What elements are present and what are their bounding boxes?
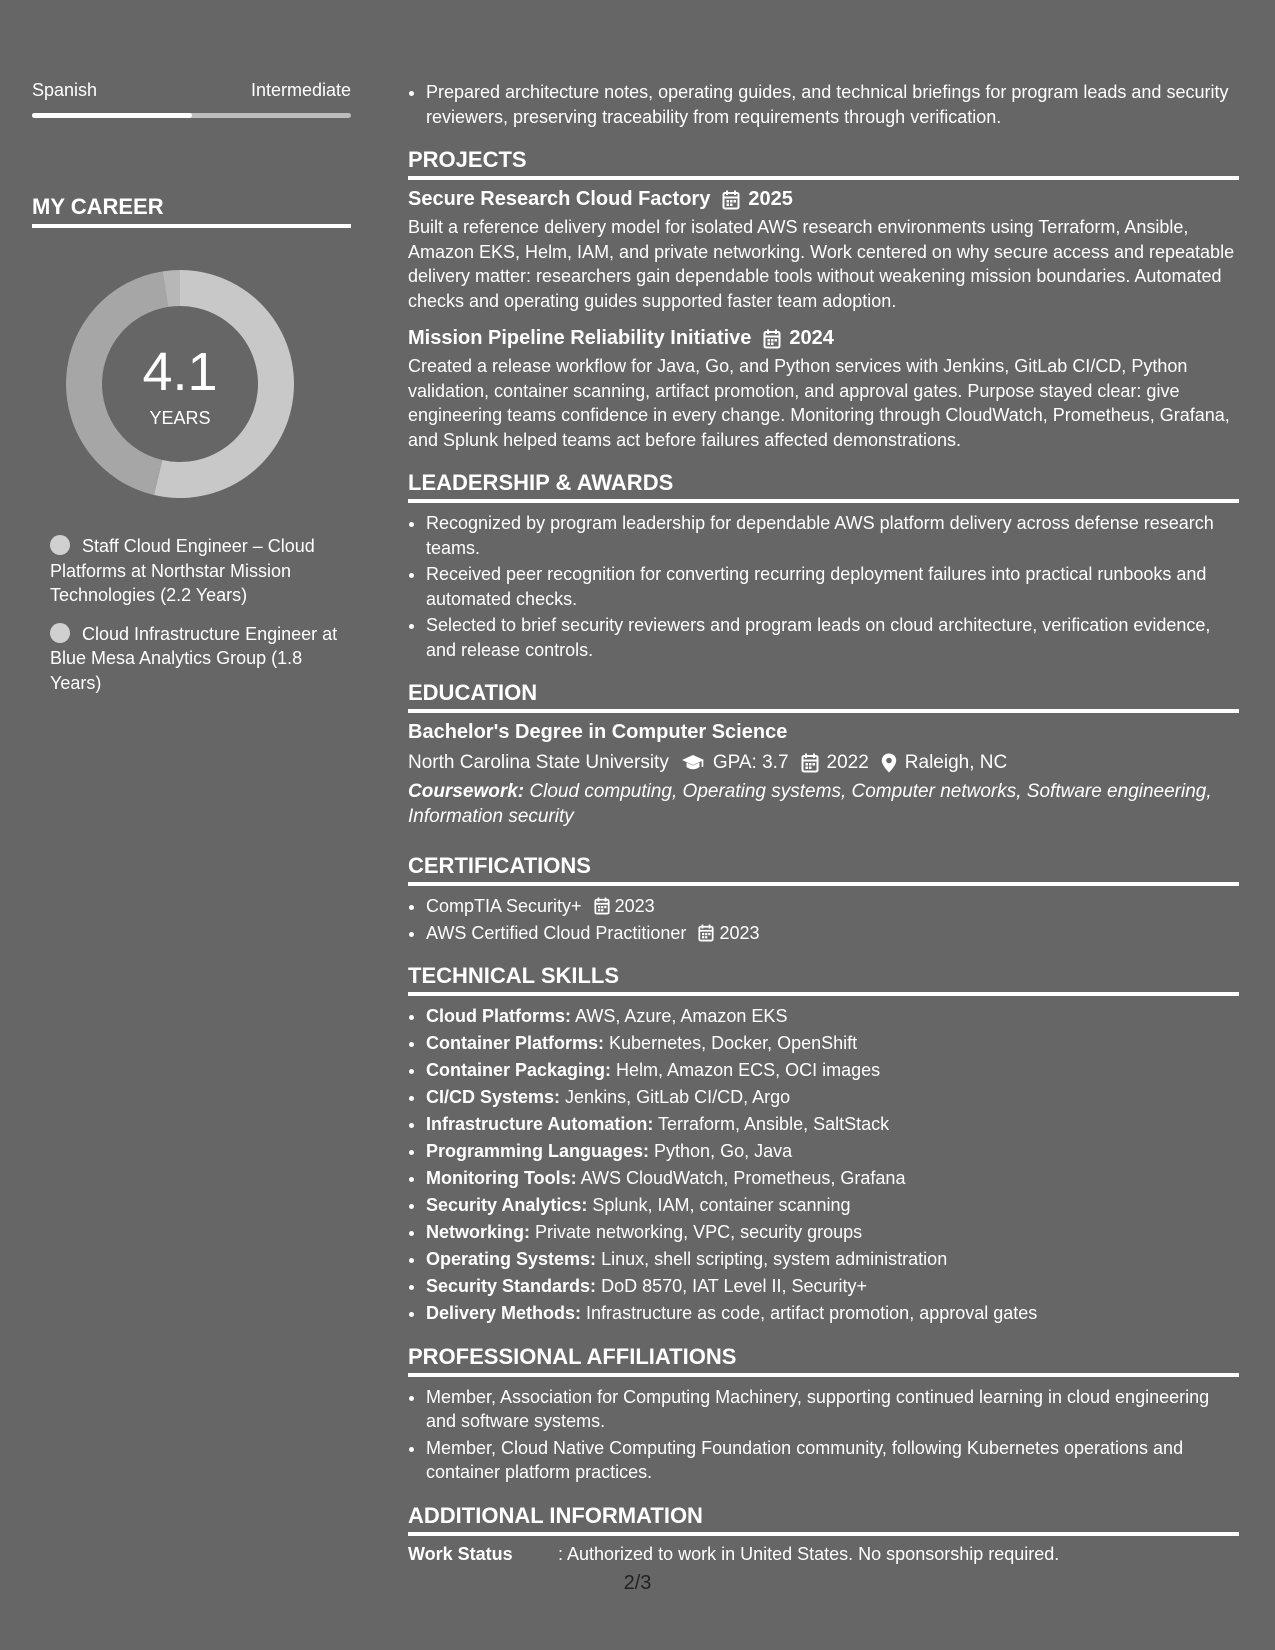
skill-item xyxy=(426,1031,1239,1056)
skill-item xyxy=(426,1004,1239,1029)
education-year: 2022 xyxy=(826,752,869,773)
education-coursework xyxy=(408,780,1239,829)
skill-item xyxy=(426,1220,1239,1245)
skill-item xyxy=(426,1274,1239,1299)
affiliations-heading: PROFESSIONAL AFFILIATIONS xyxy=(408,1344,1239,1377)
experience-donut xyxy=(66,270,294,498)
skill-label: Networking: xyxy=(426,1222,531,1242)
skills-heading: TECHNICAL SKILLS xyxy=(408,963,1239,996)
skill-item xyxy=(426,1085,1239,1110)
project-name: Mission Pipeline Reliability Initiative xyxy=(408,327,752,349)
calendar-icon xyxy=(698,924,714,942)
work-status-value: : Authorized to work in United States. No sponsorship required. xyxy=(558,1543,1060,1564)
skill-value: Terraform, Ansible, SaltStack xyxy=(653,1114,890,1134)
skill-label: Security Standards: xyxy=(426,1276,597,1296)
career-item-text: Cloud Infrastructure Engineer at Blue Mesa Analytics Group (1.8 Years) xyxy=(50,623,338,693)
certifications-heading: CERTIFICATIONS xyxy=(408,853,1239,886)
education-degree: Bachelor's Degree in Computer Science xyxy=(408,721,788,743)
education-details xyxy=(408,752,1239,774)
project-description: Created a release workflow for Java, Go, and Python services with Jenkins, GitLab CI/CD, Python validation, container scanning, artifact promotion, and approval gates. Purpose stayed clear: give engineering teams confidence in every change. Monitoring through CloudWatch, Prometheus, Grafana, and Splunk helped teams act before failures affected demonstrations. xyxy=(408,356,1230,450)
skill-item xyxy=(426,1139,1239,1164)
calendar-icon xyxy=(594,897,610,915)
project-year: 2024 xyxy=(789,327,834,349)
education-school: North Carolina State University xyxy=(408,752,669,773)
skill-label: CI/CD Systems: xyxy=(426,1087,561,1107)
skills-list xyxy=(408,1004,1239,1326)
skill-value: DoD 8570, IAT Level II, Security+ xyxy=(596,1276,868,1296)
skill-item xyxy=(426,1166,1239,1191)
affiliations-list xyxy=(408,1385,1239,1485)
affiliation-item: • Member, Association for Computing Machinery, supporting continued learning in cloud engineering and software systems. xyxy=(426,1385,1239,1434)
education-heading: EDUCATION xyxy=(408,680,1239,713)
additional-info-heading: ADDITIONAL INFORMATION xyxy=(408,1503,1239,1536)
graduation-cap-icon xyxy=(681,754,705,772)
bullet-dot-icon xyxy=(50,623,70,643)
skill-label: Programming Languages: xyxy=(426,1141,650,1161)
experience-bullet: • Prepared architecture notes, operating guides, and technical briefings for program leads and security reviewers, preserving traceability from requirements through verification. xyxy=(426,80,1239,129)
skill-value: Python, Go, Java xyxy=(649,1141,793,1161)
work-status-row xyxy=(408,1544,1239,1565)
coursework-label: Coursework: xyxy=(408,781,525,802)
skill-label: Delivery Methods: xyxy=(426,1303,582,1323)
skill-label: Cloud Platforms: xyxy=(426,1006,572,1026)
skill-value: Private networking, VPC, security groups xyxy=(530,1222,863,1242)
experience-continued-bullets xyxy=(408,80,1239,129)
projects-heading: PROJECTS xyxy=(408,147,1239,180)
skill-item xyxy=(426,1301,1239,1326)
education-location: Raleigh, NC xyxy=(904,752,1008,773)
certification-year: 2023 xyxy=(614,896,655,916)
skill-label: Container Platforms: xyxy=(426,1033,605,1053)
certification-item xyxy=(426,894,1239,919)
skill-item xyxy=(426,1247,1239,1272)
experience-years-unit: YEARS xyxy=(149,408,211,428)
calendar-icon xyxy=(722,190,740,210)
skill-value: AWS, Azure, Amazon EKS xyxy=(571,1006,788,1026)
skill-label: Monitoring Tools: xyxy=(426,1168,577,1188)
skill-value: AWS CloudWatch, Prometheus, Grafana xyxy=(576,1168,906,1188)
main-content xyxy=(408,80,1239,1565)
skill-label: Container Packaging: xyxy=(426,1060,612,1080)
affiliation-item: • Member, Cloud Native Computing Foundation community, following Kubernetes operations and container platform practices. xyxy=(426,1436,1239,1485)
career-item xyxy=(50,534,340,608)
career-item xyxy=(50,622,340,696)
bullet-dot-icon xyxy=(50,535,70,555)
project-description: Built a reference delivery model for isolated AWS research environments using Terraform, Ansible, Amazon EKS, Helm, IAM, and private networking. Work centered on why secure access and repeatable delivery matter: researchers gain dependable tools without weakening mission boundaries. Automated checks and operating guides supported faster team adoption. xyxy=(408,217,1235,311)
calendar-icon xyxy=(801,753,819,773)
calendar-icon xyxy=(763,329,781,349)
work-status-label: Work Status xyxy=(408,1543,513,1564)
skill-value: Kubernetes, Docker, OpenShift xyxy=(604,1033,858,1053)
skill-item xyxy=(426,1112,1239,1137)
experience-years-value: 4.1 xyxy=(142,342,218,402)
language-name: Spanish xyxy=(32,80,98,100)
project-title xyxy=(408,188,1239,211)
certification-item xyxy=(426,921,1239,946)
skill-value: Helm, Amazon ECS, OCI images xyxy=(611,1060,881,1080)
leadership-heading: LEADERSHIP & AWARDS xyxy=(408,470,1239,503)
career-list xyxy=(50,534,351,695)
project-title xyxy=(408,327,1239,350)
career-heading: MY CAREER xyxy=(32,194,351,228)
career-item-text: Staff Cloud Engineer – Cloud Platforms at Northstar Mission Technologies (2.2 Years) xyxy=(50,536,315,605)
certification-name: • CompTIA Security+ xyxy=(426,896,582,916)
leadership-item: • Recognized by program leadership for dependable AWS platform delivery across defense research teams. xyxy=(426,511,1239,560)
leadership-item: • Selected to brief security reviewers and program leads on cloud architecture, verification evidence, and release controls. xyxy=(426,613,1239,662)
skill-value: Splunk, IAM, container scanning xyxy=(587,1195,851,1215)
skill-label: Security Analytics: xyxy=(426,1195,588,1215)
language-proficiency-fill xyxy=(32,113,192,118)
project-name: Secure Research Cloud Factory xyxy=(408,188,711,210)
certification-year: 2023 xyxy=(719,922,760,943)
skill-value: Linux, shell scripting, system administration xyxy=(596,1249,948,1269)
skill-value: Infrastructure as code, artifact promotion, approval gates xyxy=(581,1303,1038,1323)
language-row xyxy=(32,80,351,101)
sidebar xyxy=(32,80,351,709)
skill-value: Jenkins, GitLab CI/CD, Argo xyxy=(560,1087,791,1107)
location-pin-icon xyxy=(881,753,897,773)
certification-name: • AWS Certified Cloud Practitioner xyxy=(426,922,687,943)
leadership-list xyxy=(408,511,1239,662)
skill-item xyxy=(426,1058,1239,1083)
skill-item xyxy=(426,1193,1239,1218)
education-gpa: GPA: 3.7 xyxy=(712,752,789,773)
leadership-item: • Received peer recognition for converting recurring deployment failures into practical runbooks and automated checks. xyxy=(426,562,1239,611)
project-year: 2025 xyxy=(748,188,793,210)
certifications-list xyxy=(408,894,1239,945)
page-number: 2/3 xyxy=(623,1572,652,1594)
skill-label: Operating Systems: xyxy=(426,1249,597,1269)
skill-label: Infrastructure Automation: xyxy=(426,1114,654,1134)
language-proficiency-bar xyxy=(32,113,351,118)
language-level: Intermediate xyxy=(250,80,351,100)
coursework-list: Cloud computing, Operating systems, Computer networks, Software engineering, Information security xyxy=(408,781,1212,827)
